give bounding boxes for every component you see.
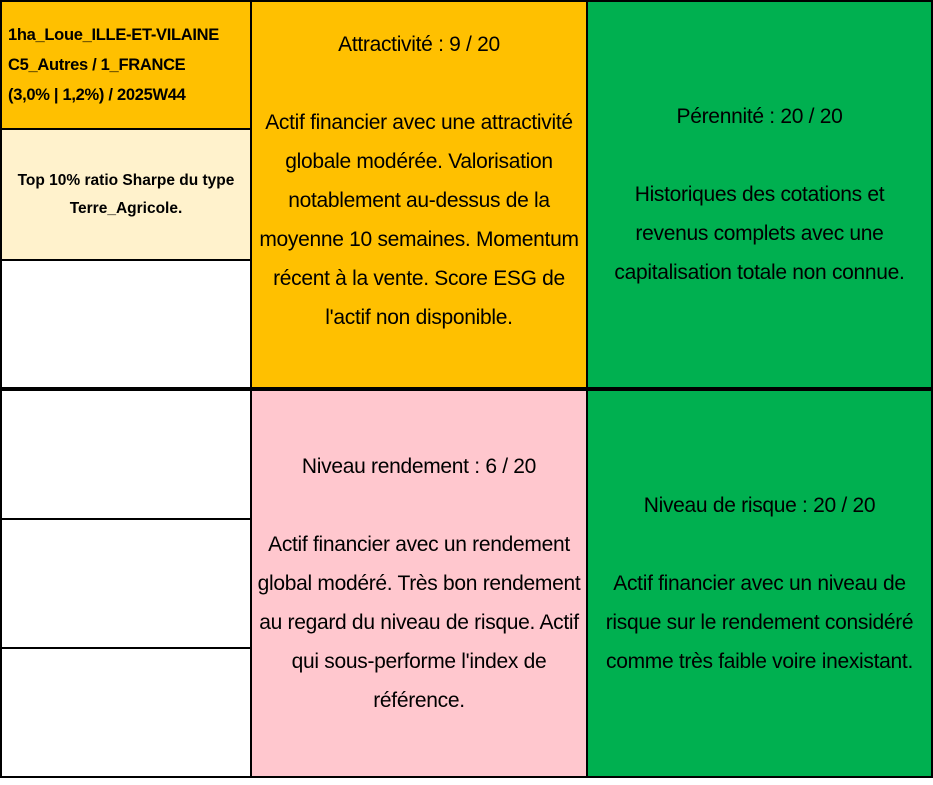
perennite-text: Historiques des cotations et revenus complets avec une capitalisation totale non connue. xyxy=(614,183,905,284)
attractivite-cell xyxy=(250,0,588,389)
asset-period: (3,0% | 1,2%) / 2025W44 xyxy=(8,86,186,104)
sharpe-note-text: Top 10% ratio Sharpe du type Terre_Agricole. xyxy=(17,171,235,217)
perennite-title: Pérennité : 20 / 20 xyxy=(676,105,843,128)
attractivite-title: Attractivité : 9 / 20 xyxy=(338,33,500,56)
empty-cell xyxy=(0,518,252,649)
rendement-title: Niveau rendement : 6 / 20 xyxy=(301,455,537,478)
risque-cell xyxy=(586,389,933,778)
rendement-text: Actif financier avec un rendement global modéré. Très bon rendement au regard du niveau de risque. Actif qui sous-performe l'index de référence. xyxy=(257,533,581,712)
rendement-cell xyxy=(250,389,588,778)
asset-category: C5_Autres / 1_FRANCE xyxy=(8,56,186,74)
empty-cell xyxy=(0,647,252,778)
empty-cell xyxy=(0,259,252,389)
risque-text: Actif financier avec un niveau de risque sur le rendement considéré comme très faible voire inexistant. xyxy=(605,572,914,673)
empty-cell xyxy=(0,389,252,520)
attractivite-text: Actif financier avec une attractivité globale modérée. Valorisation notablement au-dessus de la moyenne 10 semaines. Momentum récent à la vente. Score ESG de l'actif non disponible. xyxy=(259,111,579,329)
perennite-cell xyxy=(586,0,933,389)
risque-title: Niveau de risque : 20 / 20 xyxy=(643,494,876,517)
asset-info-cell xyxy=(0,0,252,130)
sharpe-note-cell xyxy=(0,128,252,261)
asset-name: 1ha_Loue_ILLE-ET-VILAINE xyxy=(8,26,219,44)
